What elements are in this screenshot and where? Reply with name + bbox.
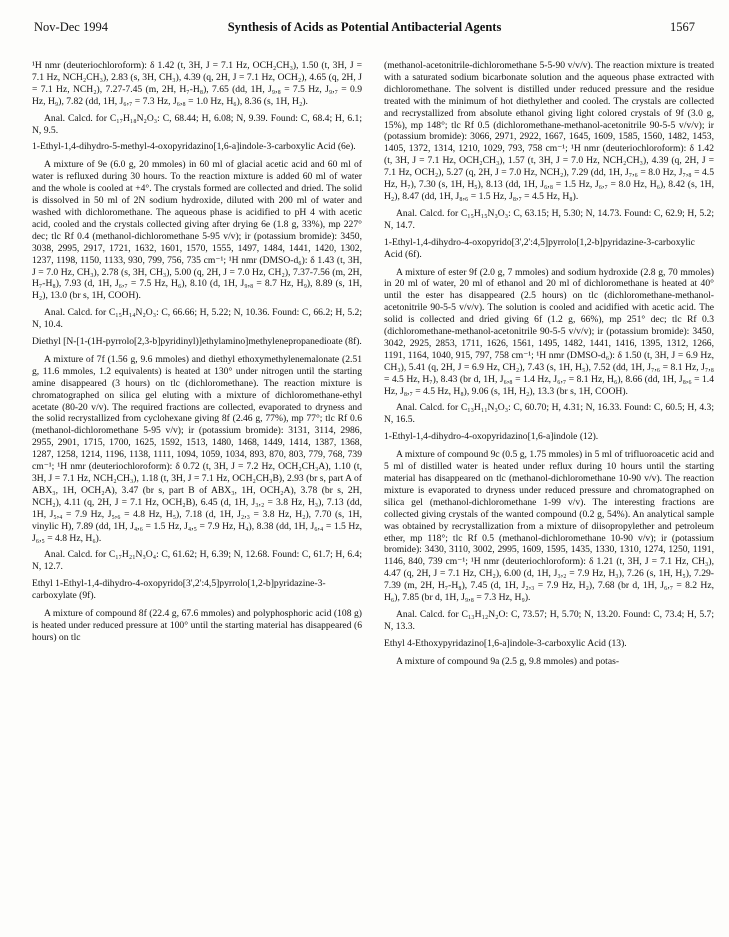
compound-heading: Diethyl [N-[1-(1H-pyrrolo[2,3-b]pyridinyl)]ethylamino]methylenepropanedioate (8f). [32,336,362,348]
paragraph: (methanol-acetonitrile-dichloromethane 5-5-90 v/v/v). The reaction mixture is treated with a saturated sodium bicarbonate solution and the aqueous phase extracted with dichloromethane. The solvent is distilled under reduced pressure and the residue treated with the minimum of hot diethylether and cooled. The crystals are collected and recrystallized from absolute ethanol giving light colored crystals of 9f (3.0 g, 15%), mp 148°; tlc Rf 0.5 (dichloromethane-methanol-acetonitrile 90-5-5 v/v/v); ir (potassium bromide): 3066, 2971, 2922, 1667, 1645, 1609, 1585, 1560, 1482, 1453, 1405, 1372, 1314, 1210, 1029, 793, 758 cm⁻¹; ¹H nmr (deuteriochloroform): δ 1.42 (t, 3H, J = 7.1 Hz, OCH₂CH₃), 1.57 (t, 3H, J = 7.0 Hz, NCH₂CH₃), 4.39 (q, 2H, J = 7.1 Hz, OCH₂), 5.27 (q, 2H, J = 7.0 Hz, NCH₂), 7.29 (dd, 1H, J₇,₆ = 8.0 Hz, J₇,₈ = 4.5 Hz, H₇), 7.30 (s, 1H, H₅), 8.13 (dd, 1H, J₆,₈ = 1.5 Hz, J₆,₇ = 8.0 Hz, H₆), 8.42 (s, 1H, H₂), 8.47 (dd, 1H, J₈,₆ = 1.5 Hz, J₈,₇ = 4.5 Hz, H₈). [384,60,714,202]
paragraph: A mixture of ester 9f (2.0 g, 7 mmoles) and sodium hydroxide (2.8 g, 70 mmoles) in 20 ml of water, 20 ml of ethanol and 20 ml of dichloromethane is heated at 40° until the ester has disappeared (2.5 hours) on tlc (dichloromethane-methanol-acetonitrile 90-5-5 v/v/v). The solution is cooled and acidified with acetic acid. The solid is collected and dried giving 6f (1.2 g, 66%), mp 251° dec; tlc Rf 0.3 (dichloromethane-methanol-acetonitrile 90-5-5 v/v/v); ir (potassium bromide): 3450, 3042, 2925, 2853, 1711, 1626, 1561, 1495, 1482, 1441, 1416, 1395, 1312, 1266, 1191, 1164, 1040, 915, 797, 758 cm⁻¹; ¹H nmr (DMSO-d₆): δ 1.50 (t, 3H, J = 6.9 Hz, CH₃), 5.41 (q, 2H, J = 6.9 Hz, CH₂), 7.43 (s, 1H, H₅), 7.52 (dd, 1H, J₇,₆ = 8.1 Hz, J₇,₈ = 4.5 Hz, H₇), 8.43 (br d, 1H, J₆,₈ = 1.4 Hz, J₆,₇ = 8.1 Hz, H₆), 8.66 (dd, 1H, J₈,₆ = 1.4 Hz, J₈,₇ = 4.5 Hz, H₈), 9.06 (s, 1H, H₂), 13.3 (br s, 1H, COOH). [384,266,714,397]
paragraph: Anal. Calcd. for C₁₇H₁₈N₂O₃: C, 68.44; H, 6.08; N, 9.39. Found: C, 68.4; H, 6.1; N, 9.5. [32,112,362,136]
paragraph: A mixture of compound 9c (0.5 g, 1.75 mmoles) in 5 ml of trifluoroacetic acid and 5 ml of distilled water is heated under reflux during 10 hours until the starting material has disappeared on tlc (methanol-dichloromethane 10-90 v/v). The reaction mixture is evaporated to dryness under reduced pressure and chromatographed on silica gel (methanol-dichloromethane 1-99 v/v). The interesting fractions are collected giving crystals of the wanted compound (0.2 g, 54%). An analytical sample was obtained by recrystallization from a mixture of diisopropylether and petroleum ether, mp 118°; tlc Rf 0.5 (methanol-dichloromethane 10-90 v/v); ir (potassium bromide): 3430, 3110, 3002, 2995, 1609, 1595, 1435, 1330, 1310, 1274, 1250, 1191, 1146, 840, 739 cm⁻¹; ¹H nmr (deuteriochloroform): δ 1.21 (t, 3H, J = 7.1 Hz, CH₃), 4.47 (q, 2H, J = 7.1 Hz, CH₂), 6.00 (d, 1H, J₃,₂ = 7.9 Hz, H₃), 7.26 (s, 1H, H₅), 7.29-7.39 (m, 2H, H₇-H₈), 7.45 (d, 1H, J₂,₃ = 7.9 Hz, H₂), 7.68 (br d, 1H, J₆,₇ = 8.2 Hz, H₆), 7.85 (br d, 1H, J₉,₈ = 7.3 Hz, H₉). [384,449,714,604]
compound-heading: Ethyl 1-Ethyl-1,4-dihydro-4-oxopyrido[3',2':4,5]pyrrolo[1,2-b]pyridazine-3-carboxylate (9f). [32,578,326,602]
compound-heading: 1-Ethyl-1,4-dihydro-4-oxopyrido[3',2':4,5]pyrrolo[1,2-b]pyridazine-3-carboxylic Acid (6f). [384,236,695,260]
paragraph: A mixture of 7f (1.56 g, 9.6 mmoles) and diethyl ethoxymethylenemalonate (2.51 g, 11.6 mmoles, 1.2 equivalents) is heated at 130° under nitrogen until the starting amine disappeared (3 hours) on tlc (dichloromethane). The reaction mixture is chromatographed on silica gel eluting with a mixture of dichloromethane-ethyl acetate (80-20 v/v). The required fractions are collected, evaporated to dryness and the solid recrystallized from cyclohexane giving 8f (2.46 g, 77%), mp 77°; tlc Rf 0.6 (methanol-dichloromethane 5-95 v/v); ir (potassium bromide): 3131, 3114, 2986, 2955, 2901, 1715, 1700, 1625, 1592, 1513, 1480, 1468, 1449, 1414, 1387, 1368, 1287, 1258, 1214, 1196, 1138, 1111, 1094, 1059, 1034, 893, 870, 803, 779, 768, 739 cm⁻¹; ¹H nmr (deuteriochloroform): δ 0.72 (t, 3H, J = 7.2 Hz, OCH₂CH₃A), 1.10 (t, 3H, J = 7.1 Hz, NCH₂CH₃), 1.18 (t, 3H, J = 7.1 Hz, OCH₂CH₃B), 2.93 (br s, part A of ABX₃, 1H, OCH₂A), 3.47 (br s, part B of ABX₃, 1H, OCH₂A), 3.78 (br s, 2H, NCH₂), 4.11 (q, 2H, J = 7.1 Hz, OCH₂B), 6.45 (d, 1H, J₃,₂ = 3.8 Hz, H₃), 7.13 (dd, 1H, J₅,₄ = 7.9 Hz, J₅,₆ = 4.8 Hz, H₅), 7.18 (d, 1H, J₂,₃ = 3.8 Hz, H₂), 7.70 (s, 1H, vinylic H), 7.89 (dd, 1H, J₄,₆ = 1.5 Hz, J₄,₅ = 7.9 Hz, H₄), 8.38 (dd, 1H, J₆,₄ = 1.5 Hz, J₆,₅ = 4.8 Hz, H₆). [32,353,362,544]
left-text-column [32,60,362,928]
running-title: Synthesis of Acids as Potential Antibacterial Agents [227,20,502,34]
compound-heading: 1-Ethyl-1,4-dihydro-4-oxopyridazino[1,6-a]indole (12). [384,431,599,443]
issue-date: Nov-Dec 1994 [34,20,108,34]
right-text-column [384,60,714,928]
compound-heading: Ethyl 4-Ethoxypyridazino[1,6-a]indole-3-carboxylic Acid (13). [384,637,627,649]
paragraph: Anal. Calcd. for C₁₇H₂₁N₃O₄: C, 61.62; H, 6.39; N, 12.68. Found: C, 61.7; H, 6.4; N, 12.7. [32,549,362,573]
paragraph: Anal. Calcd. for C₁₅H₁₅N₃O₃: C, 63.15; H, 5.30; N, 14.73. Found: C, 62.9; H, 5.2; N, 14.7. [384,207,714,231]
compound-heading: 1-Ethyl-1,4-dihydro-5-methyl-4-oxopyridazino[1,6-a]indole-3-carboxylic Acid (6e). [32,141,356,153]
page-number: 1567 [670,20,695,34]
paragraph: Anal. Calcd. for C₁₅H₁₄N₂O₃: C, 66.66; H, 5.22; N, 10.36. Found: C, 66.2; H, 5.2; N, 10.4. [32,307,362,331]
running-header [34,18,695,36]
paragraph: A mixture of 9e (6.0 g, 20 mmoles) in 60 ml of glacial acetic acid and 60 ml of water is refluxed during 30 hours. To the reaction mixture is added 60 ml of water and the whole is cooled at +4°. The crystals formed are collected and dried. The solid is dissolved in 50 ml of 2N sodium hydroxide, diluted with 200 ml of water and washed with dichloromethane. The aqueous phase is acidified to pH 4 with acetic acid, cooled and the crystals collected giving after drying 6e (1.8 g, 33%), mp 227° dec; tlc Rf 0.4 (methanol-dichloromethane 5-95 v/v); ir (potassium bromide): 3450, 3038, 2995, 2917, 1721, 1632, 1601, 1570, 1555, 1497, 1484, 1441, 1420, 1302, 1237, 1198, 1150, 1133, 930, 799, 756, 735 cm⁻¹; ¹H nmr (DMSO-d₆): δ 1.43 (t, 3H, J = 7.0 Hz, CH₃), 2.78 (s, 3H, CH₃), 5.00 (q, 2H, J = 7.0 Hz, CH₂), 7.37-7.56 (m, 2H, H₇-H₈), 7.93 (d, 1H, J₆,₇ = 7.5 Hz, H₆), 8.10 (d, 1H, J₉,₈ = 8.7 Hz, H₉), 8.89 (s, 1H, H₂), 13.0 (br s, 1H, COOH). [32,159,362,302]
paragraph: ¹H nmr (deuteriochloroform): δ 1.42 (t, 3H, J = 7.1 Hz, OCH₂CH₃), 1.50 (t, 3H, J = 7.1 Hz, NCH₂CH₃), 2.83 (s, 3H, CH₃), 4.39 (q, 2H, J = 7.1 Hz, OCH₂), 4.65 (q, 2H, J = 7.1 Hz, NCH₂), 7.27-7.45 (m, 2H, H₇-H₈), 7.65 (dd, 1H, J₉,₈ = 7.5 Hz, J₉,₇ = 0.9 Hz, H₉), 7.82 (dd, 1H, J₆,₇ = 7.3 Hz, J₆,₈ = 1.0 Hz, H₆), 8.36 (s, 1H, H₂). [32,60,362,107]
paragraph: A mixture of compound 8f (22.4 g, 67.6 mmoles) and polyphosphoric acid (108 g) is heated under reduced pressure at 100° until the starting material has disappeared (6 hours) on tlc [32,608,362,643]
paragraph: Anal. Calcd. for C₁₃H₁₁N₃O₃: C, 60.70; H, 4.31; N, 16.33. Found: C, 60.5; H, 4.3; N, 16.5. [384,402,714,426]
paragraph: Anal. Calcd. for C₁₃H₁₂N₂O: C, 73.57; H, 5.70; N, 13.20. Found: C, 73.4; H, 5.7; N, 13.3. [384,608,714,632]
paragraph: A mixture of compound 9a (2.5 g, 9.8 mmoles) and potas- [396,655,620,667]
